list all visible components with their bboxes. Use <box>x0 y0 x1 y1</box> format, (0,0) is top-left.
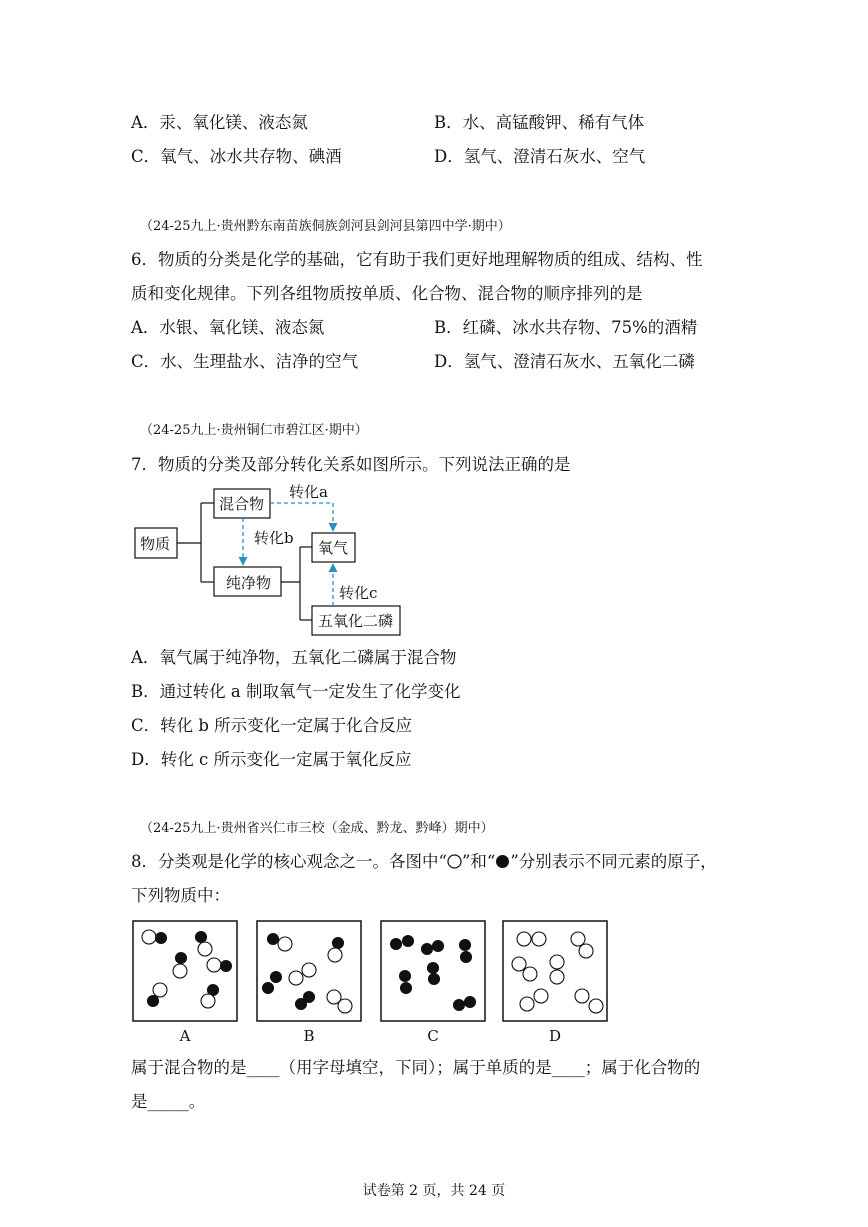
q5-option-a: A．汞、氧化镁、液态氮 <box>131 113 308 132</box>
q7-source: （24-25九上·贵州铜仁市碧江区·期中） <box>140 423 368 438</box>
label-conversion-c: 转化c <box>339 584 378 602</box>
label-oxygen: 氧气 <box>318 539 349 557</box>
panel-label-c: C <box>427 1027 439 1045</box>
q5-option-c: C．氧气、冰水共存物、碘酒 <box>131 147 342 166</box>
label-matter: 物质 <box>140 535 171 553</box>
panel-a-particles <box>142 930 232 1008</box>
panel-b-particles <box>263 934 353 1014</box>
q6-option-a: A．水银、氧化镁、液态氮 <box>131 318 325 337</box>
q5-option-b: B．水、高锰酸钾、稀有气体 <box>434 113 645 132</box>
q6-option-b: B．红磷、冰水共存物、75%的酒精 <box>434 318 698 337</box>
q8-stem-post: ”分别表示不同元素的原子， <box>510 852 717 871</box>
label-mixture: 混合物 <box>219 495 265 513</box>
q8-answer-line1: 属于混合物的是____（用字母填空，下同）；属于单质的是____；属于化合物的 <box>131 1058 701 1077</box>
panel-label-b: B <box>303 1027 315 1045</box>
q7-option-b: B．通过转化 a 制取氧气一定发生了化学变化 <box>131 682 461 701</box>
q5-option-d: D．氢气、澄清石灰水、空气 <box>434 147 646 166</box>
panel-d-particles <box>512 932 603 1013</box>
q7-stem: 7．物质的分类及部分转化关系如图所示。下列说法正确的是 <box>131 455 571 474</box>
q7-option-c: C．转化 b 所示变化一定属于化合反应 <box>131 716 413 735</box>
q8-source: （24-25九上·贵州省兴仁市三校（金成、黔龙、黔峰）期中） <box>140 821 494 836</box>
q7-option-a: A．氧气属于纯净物，五氧化二磷属于混合物 <box>131 648 457 667</box>
q8-stem-pre: 8．分类观是化学的核心观念之一。各图中“ <box>131 852 447 871</box>
q8-stem-mid: ”和“ <box>461 852 496 871</box>
label-p2o5: 五氧化二磷 <box>318 612 394 630</box>
label-conversion-b: 转化b <box>254 529 294 547</box>
q8-answer-line2: 是_____。 <box>131 1092 206 1111</box>
page-footer: 试卷第 2 页，共 24 页 <box>362 1183 506 1199</box>
q6-stem-line2: 质和变化规律。下列各组物质按单质、化合物、混合物的顺序排列的是 <box>131 284 643 303</box>
q6-source: （24-25九上·贵州黔东南苗族侗族剑河县剑河县第四中学·期中） <box>140 219 511 234</box>
panel-c-particles <box>391 936 476 1011</box>
panel-label-d: D <box>548 1027 562 1045</box>
q6-stem-line1: 6．物质的分类是化学的基础，它有助于我们更好地理解物质的组成、结构、性 <box>131 250 703 269</box>
q6-option-c: C．水、生理盐水、洁净的空气 <box>131 352 359 371</box>
q7-option-d: D．转化 c 所示变化一定属于氧化反应 <box>131 750 412 769</box>
q6-option-d: D．氢气、澄清石灰水、五氧化二磷 <box>434 352 695 371</box>
q8-stem-line2: 下列物质中： <box>131 886 230 905</box>
label-conversion-a: 转化a <box>289 483 328 501</box>
panel-label-a: A <box>179 1027 191 1045</box>
label-pure: 纯净物 <box>226 574 272 592</box>
